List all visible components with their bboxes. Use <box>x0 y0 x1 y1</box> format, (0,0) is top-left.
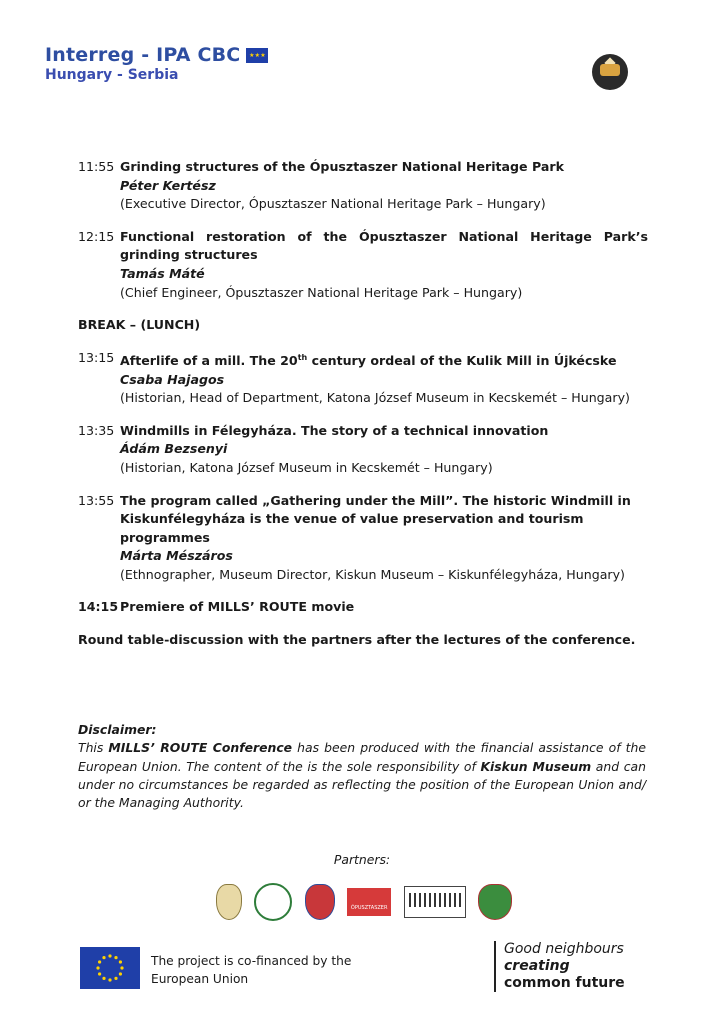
program-item <box>78 158 648 214</box>
interreg-logo <box>45 44 268 84</box>
cofinanced-note: The project is co-financed by the European Union <box>151 954 352 986</box>
partner-crest-icon <box>216 884 242 920</box>
eu-flag-icon: ★★★ <box>246 48 268 63</box>
program-item <box>78 422 648 478</box>
program-time: 13:35 <box>78 422 115 438</box>
national-museum-logo <box>404 886 466 918</box>
eu-flag-icon <box>80 947 140 989</box>
program-speaker: Ádám Bezsenyi <box>120 441 228 457</box>
partner-logos <box>216 884 512 920</box>
program-role: (Historian, Katona József Museum in Kecskemét – Hungary) <box>120 459 493 475</box>
program-time: 13:15 <box>78 349 115 365</box>
logo-subtitle: Hungary - Serbia <box>45 67 179 83</box>
program-item <box>78 598 648 617</box>
program-item <box>78 349 648 408</box>
program-speaker: Csaba Hajagos <box>120 371 225 387</box>
break-label: BREAK – (LUNCH) <box>78 317 201 333</box>
disclaimer <box>78 721 646 812</box>
mills-route-badge-icon <box>592 54 628 90</box>
program-title: Grinding structures of the Ópusztaszer National Heritage Park <box>120 159 564 174</box>
program-item <box>78 492 648 585</box>
disclaimer-text: This MILLS’ ROUTE Conference has been produced with the financial assistance of the European Union. The content of the is the sole responsibility of Kiskun Museum and can under no circumstances be regarded as reflecting the position of the European Union and/ or the Managing Authority. <box>78 740 646 811</box>
program-title: Afterlife of a mill. The 20th century ordeal of the Kulik Mill in Újkécske <box>120 352 617 368</box>
program-title: Premiere of MILLS’ ROUTE movie <box>120 599 355 615</box>
slogan: Good neighbours creating common future <box>494 941 625 992</box>
program-role: (Ethnographer, Museum Director, Kiskun Museum – Kiskunfélegyháza, Hungary) <box>120 566 625 582</box>
opusztaszer-logo: ÓPUSZTASZER <box>347 888 391 916</box>
program-list <box>78 158 648 650</box>
program-speaker: Márta Mészáros <box>120 548 233 564</box>
program-title: The program called „Gathering under the Mill”. The historic Windmill in Kiskunfélegyháza is the venue of value preservation and tourism programmes <box>120 492 631 545</box>
program-speaker: Péter Kertész <box>120 177 216 193</box>
program-role: (Historian, Head of Department, Katona József Museum in Kecskemét – Hungary) <box>120 390 630 406</box>
logo-title: Interreg - IPA CBC <box>45 44 241 66</box>
program-role: (Chief Engineer, Ópusztaszer National Heritage Park – Hungary) <box>120 284 523 300</box>
program-time: 13:55 <box>78 492 115 508</box>
program-time: 12:15 <box>78 228 115 244</box>
program-role: (Executive Director, Ópusztaszer National Heritage Park – Hungary) <box>120 196 546 212</box>
program-speaker: Tamás Máté <box>120 265 205 281</box>
partners-label: Partners: <box>333 852 391 867</box>
kiskun-museum-seal-icon <box>254 883 292 921</box>
program-time: 11:55 <box>78 159 115 174</box>
partner-coat-of-arms-icon <box>305 884 335 920</box>
program-time: 14:15 <box>78 599 119 615</box>
program-title: Windmills in Félegyháza. The story of a technical innovation <box>120 422 549 438</box>
disclaimer-heading: Disclaimer: <box>78 722 157 737</box>
program-item <box>78 228 648 302</box>
partner-shield-icon <box>478 884 512 920</box>
program-title: Functional restoration of the Ópusztaszer National Heritage Park’s grinding structures <box>120 228 648 263</box>
round-table-note: Round table-discussion with the partners after the lectures of the conference. <box>78 632 636 648</box>
